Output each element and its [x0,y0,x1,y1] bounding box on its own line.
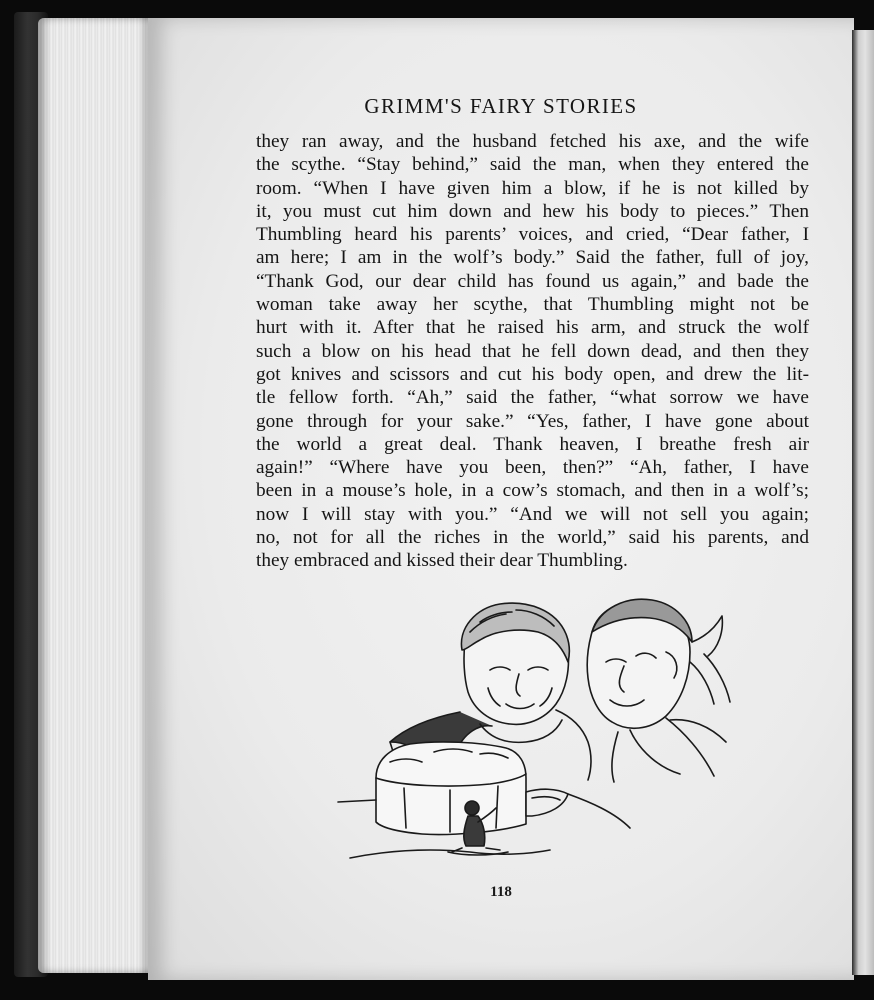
text-line: am here; I am in the wolf’s body.” Said the father, full of joy, [256,247,809,269]
text-line: it, you must cut him down and hew his body to pieces.” Then [256,200,809,222]
text-line: tle fellow forth. “Ah,” said the father, “what sorrow we have [256,387,809,409]
text-line: been in a mouse’s hole, in a cow’s stomach, and then in a wolf’s; [256,480,809,502]
running-head: GRIMM'S FAIRY STORIES [364,94,638,118]
text-line: woman take away her scythe, that Thumbling might not be [256,294,809,316]
page-edges [38,18,150,973]
text-line: the scythe. “Stay behind,” said the man, when they entered the [256,154,809,176]
text-line: again!” “Where have you been, then?” “Ah, father, I have [256,457,809,479]
text-line: room. “When I have given him a blow, if he is not killed by [256,177,809,199]
text-line: “Thank God, our dear child has found us again,” and bade the [256,270,809,292]
text-line: no, not for all the riches in the world,” said his parents, and [256,527,809,549]
text-line: Thumbling heard his parents’ voices, and cried, “Dear father, I [256,224,809,246]
text-line: the world a great deal. Thank heaven, I breathe fresh air [256,433,809,455]
facing-page-edge [852,30,874,975]
page-number: 118 [490,884,512,900]
body-text [256,130,809,573]
text-line: such a blow on his head that he fell down dead, and then they [256,340,809,362]
illustration-parents-with-thumbling-icon [330,592,750,868]
text-line: hurt with it. After that he raised his arm, and struck the wolf [256,317,809,339]
text-line: got knives and scissors and cut his body open, and drew the lit- [256,363,809,385]
text-line: they ran away, and the husband fetched his axe, and the wife [256,131,809,152]
text-line: now I will stay with you.” “And we will not sell you again; [256,503,809,525]
text-line-last: they embraced and kissed their dear Thumbling. [256,550,628,572]
text-line: gone through for your sake.” “Yes, father, I have gone about [256,410,809,432]
